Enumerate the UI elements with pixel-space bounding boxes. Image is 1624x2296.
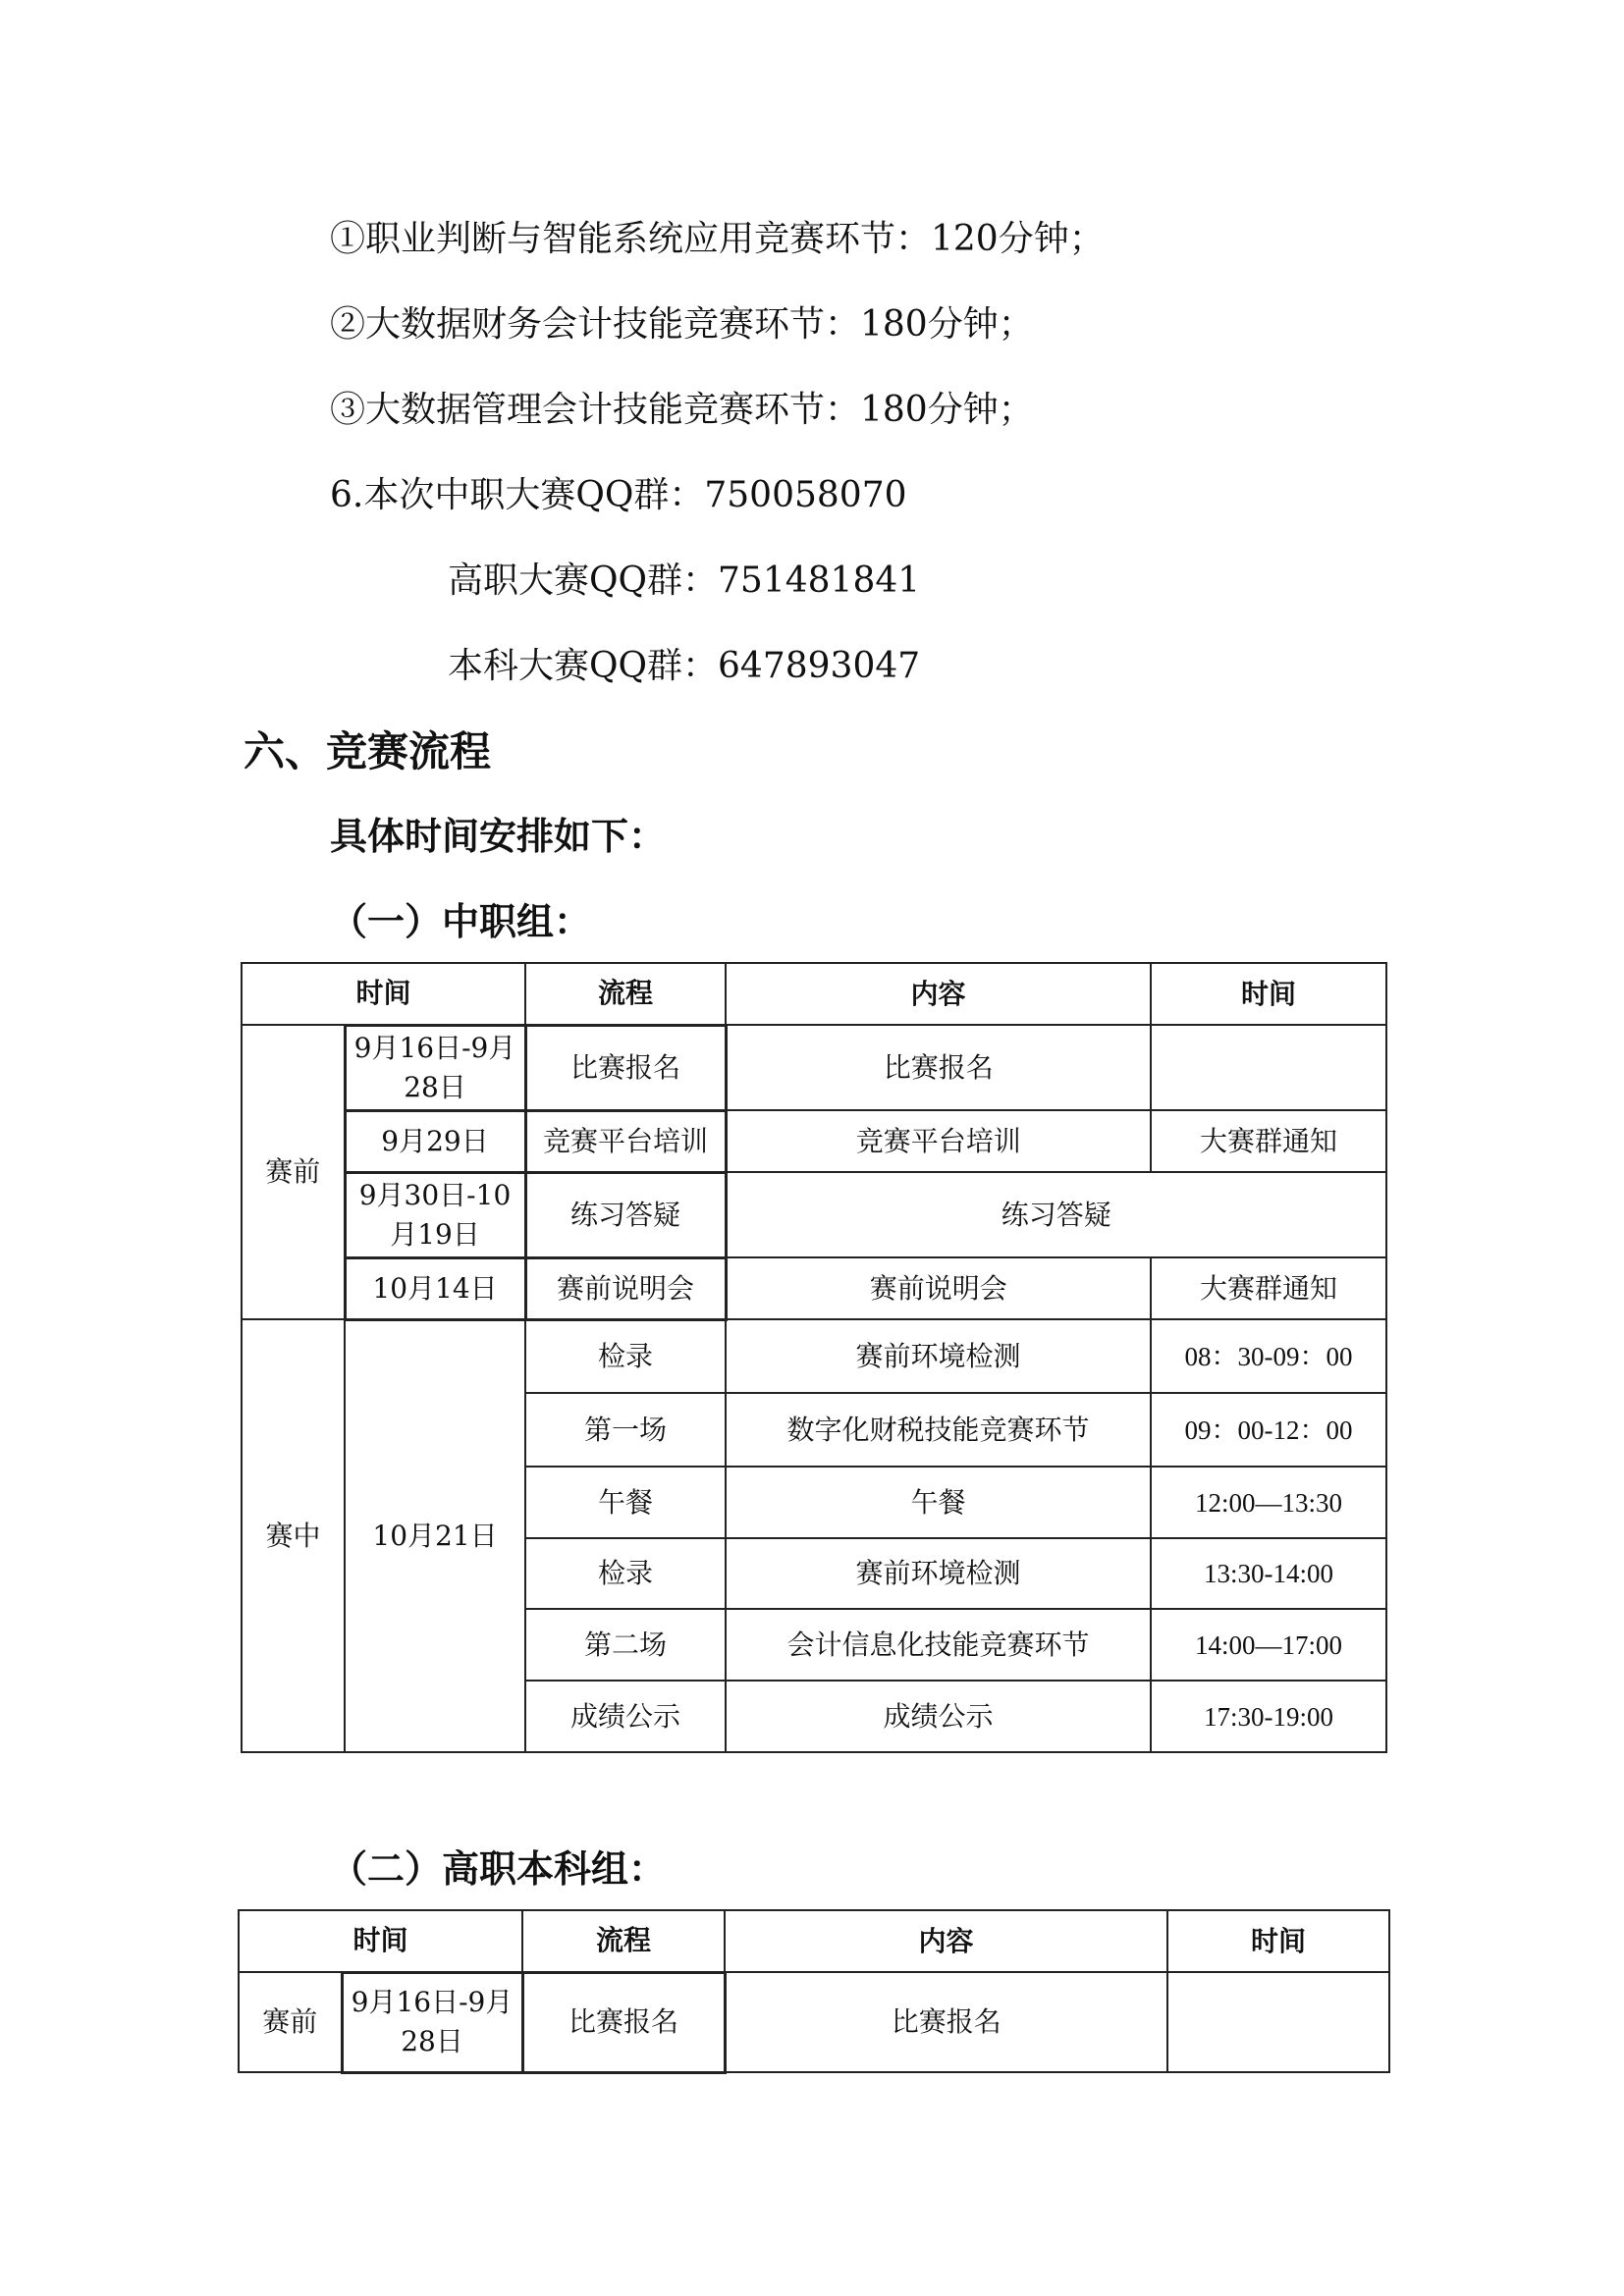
item-stage-1: ①职业判断与智能系统应用竞赛环节：120分钟； [330,219,1105,259]
header-content: 内容 [726,963,1151,1025]
time-cell: 14:00—17:00 [1151,1609,1386,1681]
time-cell: 12:00—13:30 [1151,1467,1386,1538]
item-qq-undergrad: 本科大赛QQ群：647893047 [448,646,921,686]
flow-cell: 成绩公示 [525,1681,726,1752]
table-row [242,1319,1386,1393]
item-stage-3: ③大数据管理会计技能竞赛环节：180分钟； [330,390,1034,430]
content-cell: 练习答疑 [726,1172,1386,1257]
time-cell: 08：30-09：00 [1151,1319,1386,1393]
flow-cell: 第二场 [525,1609,726,1681]
table-header-row [242,963,1386,1025]
header-content: 内容 [725,1910,1167,1972]
content-cell: 比赛报名 [726,1025,1151,1110]
flow-cell: 赛前说明会 [525,1257,726,1319]
table-row [242,1172,1386,1257]
date-cell: 9月29日 [345,1110,525,1172]
flow-cell: 比赛报名 [525,1025,726,1110]
time-cell: 大赛群通知 [1151,1110,1386,1172]
date-cell: 9月30日-10月19日 [345,1172,525,1257]
content-cell: 数字化财税技能竞赛环节 [726,1393,1151,1467]
header-time: 时间 [242,963,525,1025]
date-cell: 9月16日-9月28日 [345,1025,525,1110]
date-cell: 10月14日 [345,1257,525,1319]
flow-cell: 检录 [525,1319,726,1393]
schedule-table-secondary [241,962,1387,1753]
table-row [239,1972,1389,2072]
date-cell: 10月21日 [345,1319,525,1752]
content-cell: 赛前环境检测 [726,1319,1151,1393]
phase-label-mid: 赛中 [242,1319,345,1752]
section-title: 六、竞赛流程 [244,727,492,775]
header-time-2: 时间 [1151,963,1386,1025]
content-cell: 午餐 [726,1467,1151,1538]
item-qq-secondary: 6.本次中职大赛QQ群：750058070 [330,475,907,515]
time-cell: 13:30-14:00 [1151,1538,1386,1609]
content-cell: 赛前说明会 [726,1257,1151,1319]
header-time: 时间 [239,1910,522,1972]
content-cell: 赛前环境检测 [726,1538,1151,1609]
schedule-table-higher [238,1909,1390,2074]
date-cell: 9月16日-9月28日 [342,1972,522,2072]
phase-label-pre: 赛前 [239,1972,342,2072]
table-row [242,1110,1386,1172]
table-header-row [239,1910,1389,1972]
flow-cell: 练习答疑 [525,1172,726,1257]
subsection-higher: （二）高职本科组： [330,1846,667,1891]
header-flow: 流程 [525,963,726,1025]
time-cell [1167,1972,1389,2072]
item-stage-2: ②大数据财务会计技能竞赛环节：180分钟； [330,304,1034,345]
subsection-secondary: （一）中职组： [330,899,592,943]
item-qq-higher: 高职大赛QQ群：751481841 [448,561,921,601]
content-cell: 比赛报名 [725,1972,1167,2072]
header-flow: 流程 [522,1910,725,1972]
content-cell: 成绩公示 [726,1681,1151,1752]
section-intro: 具体时间安排如下： [330,814,667,858]
phase-label-pre: 赛前 [242,1025,345,1319]
content-cell: 会计信息化技能竞赛环节 [726,1609,1151,1681]
header-time-2: 时间 [1167,1910,1389,1972]
content-cell: 竞赛平台培训 [726,1110,1151,1172]
time-cell [1151,1025,1386,1110]
flow-cell: 午餐 [525,1467,726,1538]
flow-cell: 竞赛平台培训 [525,1110,726,1172]
time-cell: 大赛群通知 [1151,1257,1386,1319]
time-cell: 17:30-19:00 [1151,1681,1386,1752]
time-cell: 09：00-12：00 [1151,1393,1386,1467]
flow-cell: 第一场 [525,1393,726,1467]
flow-cell: 检录 [525,1538,726,1609]
flow-cell: 比赛报名 [522,1972,725,2072]
table-row [242,1257,1386,1319]
table-row [242,1025,1386,1110]
